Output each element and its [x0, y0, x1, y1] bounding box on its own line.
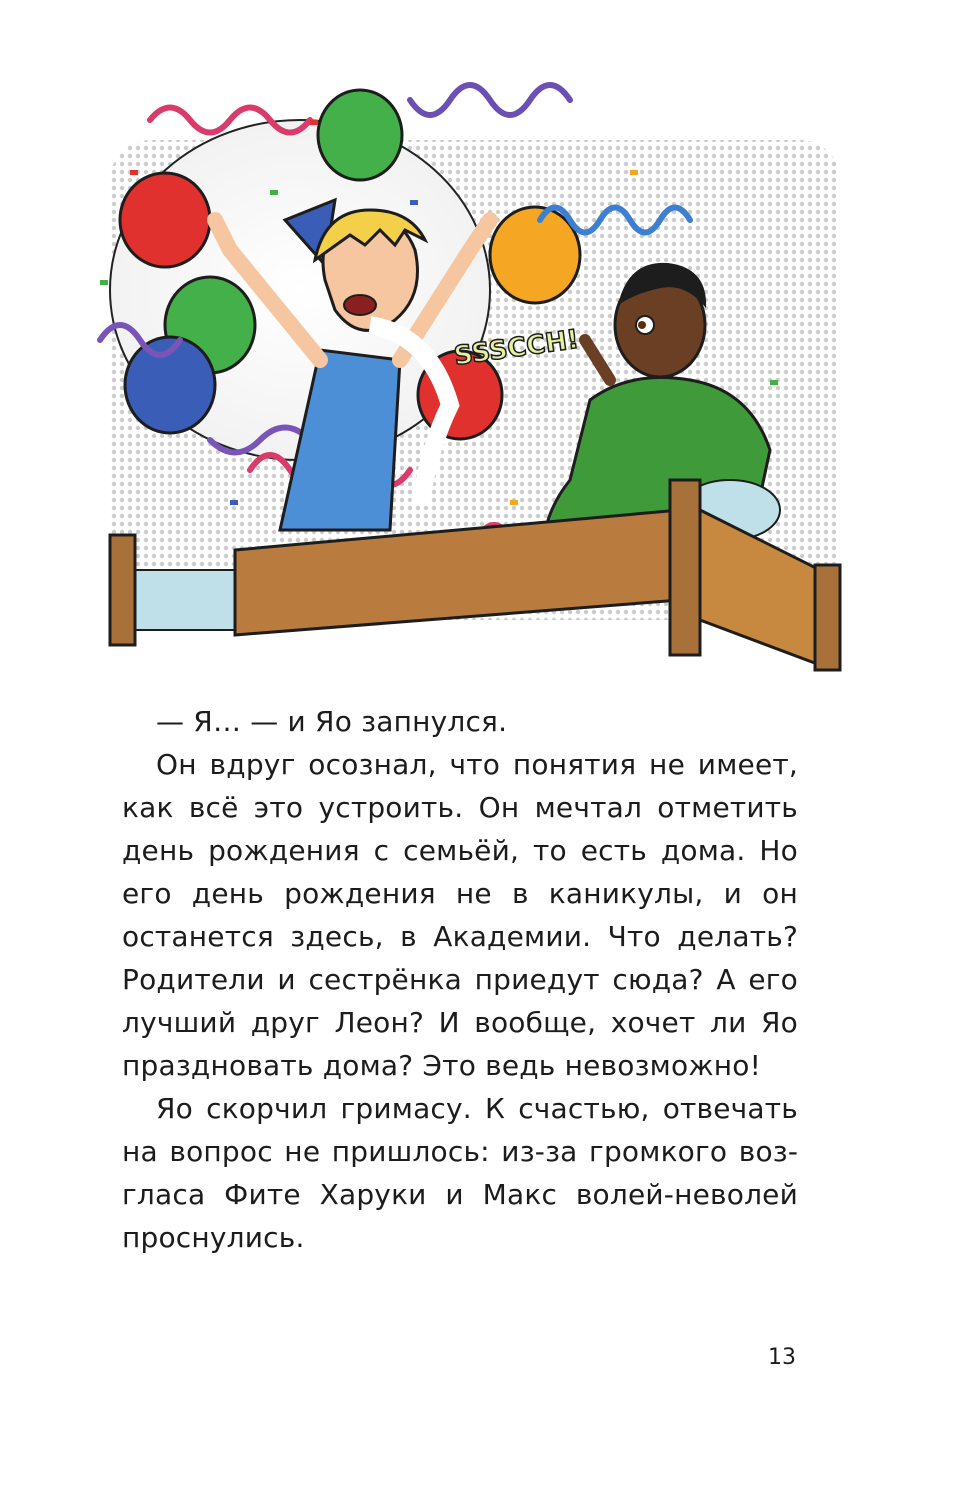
page-number: 13 — [768, 1345, 796, 1370]
paragraph: Он вдруг осознал, что понятия не имеет, как всё это устроить. Он мечтал отметить день рождения с семьёй, то есть дома. Но его день рождения не в каникулы, и он останется здесь, в Академии. Что делать? Родители и сестрёнка приедут сюда? А его лучший друг Леон? И вообще, хочет ли Яо праздновать дома? Это ведь невозможно! — [122, 748, 798, 1082]
sound-effect: SSSCCH! — [452, 324, 581, 372]
story-text — [122, 700, 798, 1259]
paragraph: Яо скорчил гримасу. К счастью, отвечать на вопрос не пришлось: из-за громкого возгласа Фите Харуки и Макс волей-неволей проснулись. — [122, 1092, 798, 1254]
party-illustration — [70, 80, 850, 680]
paragraph: — Я… — и Яо запнулся. — [156, 705, 508, 738]
